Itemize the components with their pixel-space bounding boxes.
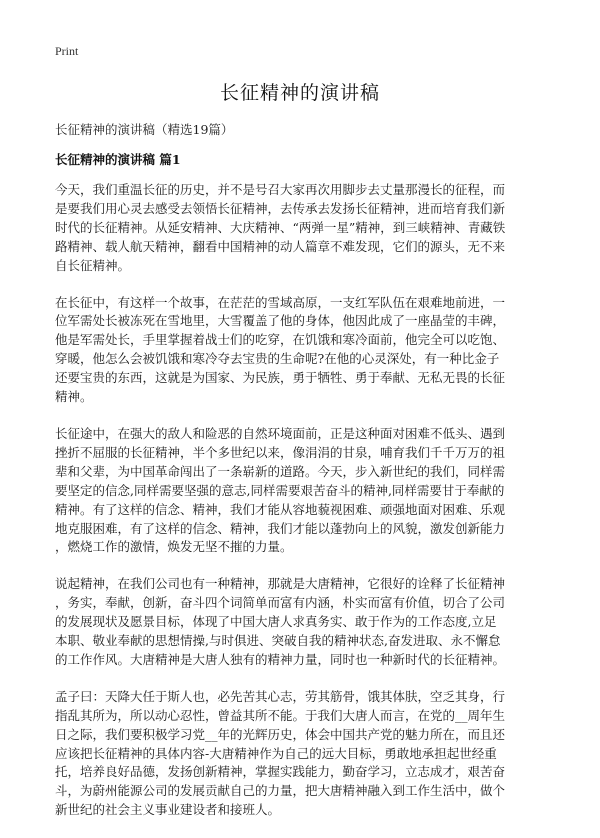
- paragraph-line: 路精神、载人航天精神，翻看中国精神的动人篇章不难发现，它们的源头，无不来: [55, 238, 506, 254]
- section-heading: 长征精神的演讲稿 篇1: [55, 152, 181, 167]
- paragraph-line: 日之际，我们要积极学习党__年的光辉历史，体会中国共产党的魅力所在，而且还: [55, 726, 506, 742]
- paragraph-line: 他是军需处长，手里掌握着战士们的吃穿，在饥饿和寒冷面前，他完全可以吃饱、: [55, 332, 506, 348]
- paragraph-line: 说起精神，在我们公司也有一种精神，那就是大唐精神，它很好的诠释了长征精神: [55, 576, 506, 592]
- page-title: 长征精神的演讲稿: [219, 82, 380, 104]
- paragraph: [55, 181, 547, 276]
- paragraph-line: 精神。: [55, 389, 93, 405]
- paragraph-line: 还要宝贵的东西，这就是为国家、为民族，勇于牺牲、勇于奉献、无私无畏的长征: [55, 370, 506, 386]
- paragraph-line: 今天，我们重温长征的历史，并不是号召大家再次用脚步去丈量那漫长的征程，而: [55, 182, 506, 197]
- paragraph-line: 斗，为蔚州能源公司的发展贡献自己的力量，把大唐精神融入到工作生活中，做个: [55, 783, 506, 799]
- print-link[interactable]: Print: [55, 44, 79, 58]
- paragraph-line: 地克服困难，有了这样的信念、精神，我们才能以蓬勃向上的风貌，激发创新能力: [55, 520, 506, 536]
- paragraph-line: 在长征中，有这样一个故事，在茫茫的雪域高原，一支红军队伍在艰难地前进，一: [55, 294, 506, 310]
- paragraph-line: 新世纪的社会主义事业建设者和接班人。: [55, 802, 281, 818]
- paragraph-line: ，燃烧工作的激情，焕发无坚不摧的力量。: [55, 539, 293, 555]
- paragraph-line: 的发展现状及愿景目标，体现了中国大唐人求真务实、敢于作为的工作态度,立足: [55, 614, 497, 630]
- paragraph-line: 自长征精神。: [55, 257, 131, 273]
- paragraph-line: 辈和父辈，为中国革命闯出了一条崭新的道路。今天，步入新世纪的我们，同样需: [55, 463, 506, 479]
- paragraph-line: 穿暖，他怎么会被饥饿和寒冷夺去宝贵的生命呢?在他的心灵深处，有一种比金子: [55, 351, 500, 367]
- paragraph-line: 长征途中，在强大的敌人和险恶的自然环境面前，正是这种面对困难不低头、遇到: [55, 425, 506, 441]
- paragraph-line: 托，培养良好品德，发扬创新精神，掌握实践能力，勤奋学习，立志成才，艰苦奋: [55, 764, 506, 780]
- paragraph-line: 是要我们用心灵去感受去领悟长征精神，去传承去发扬长征精神，进而培育我们新: [55, 200, 506, 216]
- paragraph: [55, 688, 547, 820]
- paragraph-line: ，务实，奉献，创新，奋斗四个词简单而富有内涵，朴实而富有价值，切合了公司: [55, 595, 506, 611]
- paragraph-line: 应该把长征精神的具体内容-大唐精神作为自己的远大目标，勇敢地承担起世经重: [55, 745, 497, 761]
- article-body: [55, 181, 547, 838]
- paragraph-line: 位军需处长被冻死在雪地里，大雪覆盖了他的身体，他因此成了一座晶莹的丰碑，: [55, 313, 506, 329]
- paragraph-line: 本职、敬业奉献的思想情操,与时俱进、突破自我的精神状态,奋发进取、永不懈怠: [55, 633, 501, 649]
- paragraph-line: 要坚定的信念,同样需要坚强的意志,同样需要艰苦奋斗的精神,同样需要甘于奉献的: [55, 482, 505, 498]
- document-subtitle: 长征精神的演讲稿（精选19篇）: [55, 122, 234, 137]
- paragraph-line: 指乱其所为，所以动心忍性，曾益其所不能。于我们大唐人而言，在党的__周年生: [55, 707, 506, 723]
- paragraph-line: 挫折不屈服的长征精神，半个多世纪以来，像涓涓的甘泉，哺育我们千千万万的祖: [55, 444, 506, 460]
- paragraph-line: 精神。有了这样的信念、精神，我们才能从容地藐视困难、顽强地面对困难、乐观: [55, 501, 506, 517]
- paragraph-line: 的工作作风。大唐精神是大唐人独有的精神力量，同时也一种新时代的长征精神。: [55, 651, 506, 667]
- paragraph-line: 孟子曰：天降大任于斯人也，必先苦其心志，劳其筋骨，饿其体肤，空乏其身，行: [55, 688, 506, 704]
- paragraph: [55, 294, 547, 407]
- paragraph: [55, 425, 547, 557]
- paragraph: [55, 575, 547, 670]
- paragraph-line: 时代的长征精神。从延安精神、大庆精神、“两弹一星”精神，到三峡精神、青藏铁: [55, 219, 506, 235]
